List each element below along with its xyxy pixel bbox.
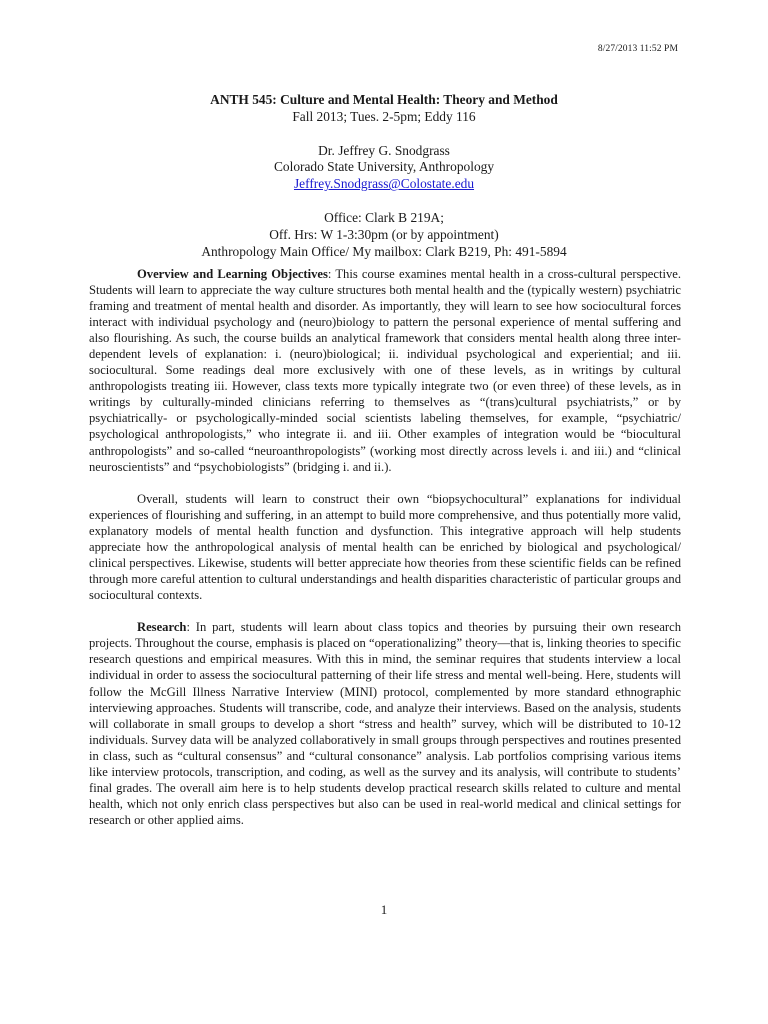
instructor-email-link[interactable]: Jeffrey.Snodgrass@Colostate.edu <box>293 176 475 192</box>
instructor-name: Dr. Jeffrey G. Snodgrass <box>318 142 450 158</box>
overall-paragraph: Overall, students will learn to construct their own “biopsychocultural” explanations for individual experiences of flourishing and suffering, in an attempt to build more comprehensive, and thus potentially more valid, explanatory models of mental health function and dysfunction. This integrative approach will help students appreciate how the anthropological analysis of mental health can be enriched by biological and psychological/ clinical perspectives. Likewise, students will better appreciate how theories from these scientific fields can be refined through more careful attention to cultural understandings and health disparities characteristic of particular groups and sociocultural contexts. <box>89 491 681 603</box>
syllabus-body <box>89 266 681 844</box>
course-schedule: Fall 2013; Tues. 2-5pm; Eddy 116 <box>292 108 476 124</box>
research-paragraph <box>89 619 681 828</box>
overview-heading: Overview and Learning Objectives <box>137 267 328 281</box>
overview-paragraph <box>89 266 681 475</box>
print-timestamp: 8/27/2013 11:52 PM <box>597 44 678 54</box>
page-number: 1 <box>380 902 388 917</box>
syllabus-header <box>0 92 768 260</box>
course-title: ANTH 545: Culture and Mental Health: Theory and Method <box>210 92 558 107</box>
overview-text: : This course examines mental health in a cross-cultural perspective. Students will learn to appreciate the way culture structures both mental health and the (typically western) psychiatric framing and treatment of mental health and disorder. As importantly, they will learn to see how sociocultural forces interact with individual psychology and (neuro)biology to pattern the personal experience of mental suffering and also flourishing. As such, the course builds an analytical framework that considers mental health along three inter-dependent levels of explanation: i. (neuro)biological; ii. individual psychological and experiential; and iii. sociocultural. Some readings deal more exclusively with one of these levels, as in writings by cultural anthropologists treating iii. However, class texts more typically integrate two (or even three) of these levels, as in writings by culturally-minded clinicians referring to themselves as “(trans)cultural psychiatrists,” or by psychiatrically- or psychologically-minded social scientists labeling themselves, for example, “psychiatric/ psychological anthropologists,” who integrate ii. and iii. Other examples of integration would be “biocultural anthropologists” and so-called “neuroanthropologists” (working most directly across levels i. and iii.) and “clinical neuroscientists” and “psychobiologists” (bridging i. and ii.). <box>89 267 681 474</box>
main-office-info: Anthropology Main Office/ My mailbox: Clark B219, Ph: 491-5894 <box>201 243 567 259</box>
office-hours: Off. Hrs: W 1-3:30pm (or by appointment) <box>269 226 499 242</box>
instructor-affiliation: Colorado State University, Anthropology <box>273 159 495 175</box>
research-heading: Research <box>137 620 187 635</box>
research-text: : In part, students will learn about class topics and theories by pursuing their own research projects. Throughout the course, emphasis is placed on “operationalizing” theory—that is, linking theories to specific research questions and empirical measures. With this in mind, the seminar requires that students interview a local individual in order to assess the sociocultural patterning of their life stress and mental well-being. Here, students will follow the McGill Illness Narrative Interview (MINI) protocol, complemented by more standard ethnographic interviewing approaches. Students will transcribe, code, and analyze their interviews. Based on the analysis, students will collaborate in small groups to develop a short “stress and health” survey, which will be distributed to 10-12 individuals. Survey data will be analyzed collaboratively in small groups through perspectives and routines presented in class, such as “cultural consensus” and “cultural consonance” analysis. Lab portfolios comprising various items like interview protocols, transcription, and coding, as well as the survey and its analysis, will contribute to students’ final grades. The overall aim here is to help students develop practical research skills related to culture and mental health, which not only enrich class perspectives but also can be used in real-world medical and clinical settings for research or other applied aims. <box>89 620 681 827</box>
office-location: Office: Clark B 219A; <box>324 209 444 225</box>
